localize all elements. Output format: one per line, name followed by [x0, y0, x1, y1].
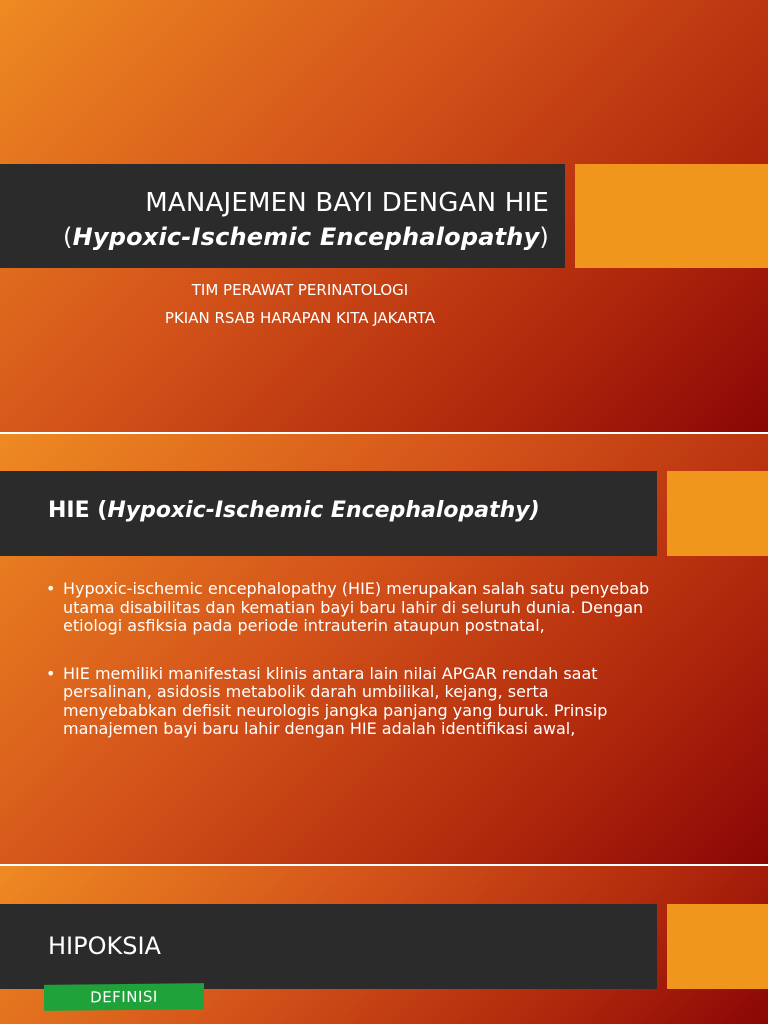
slide-hie[interactable] [0, 434, 768, 864]
heading-italic: Hypoxic-Ischemic Encephalopathy) [107, 498, 540, 523]
slide-heading: HIPOKSIA [48, 932, 161, 960]
bullet-item [46, 665, 656, 739]
bullet-dot: • [46, 579, 56, 598]
heading-plain: HIE ( [48, 498, 108, 523]
title-italic-term: Hypoxic-Ischemic Encephalopathy [72, 223, 540, 251]
title-paren-close: ) [539, 223, 549, 251]
accent-block [575, 164, 768, 268]
title-bar [0, 164, 565, 268]
subtitle-team: TIM PERAWAT PERINATOLOGI [191, 281, 409, 299]
bullet-text: HIE memiliki manifestasi klinis antara lain nilai APGAR rendah saat persalinan, asidosis metabolik darah umbilikal, kejang, serta menyebabkan defisit neurologis jangka panjang yang buruk. Prinsip manajemen bayi baru lahir dengan HIE adalah identifikasi awal, [63, 663, 608, 738]
title-bar [0, 904, 657, 989]
bullet-text: Hypoxic-ischemic encephalopathy (HIE) merupakan salah satu penyebab utama disabilitas dan kematian bayi baru lahir di seluruh dunia. Dengan etiologi asfiksia pada periode intrauterin ataupun postnatal, [63, 579, 650, 635]
subtitle-institution: PKIAN RSAB HARAPAN KITA JAKARTA [164, 309, 436, 327]
title-line-2 [63, 220, 549, 254]
title-bar [0, 471, 657, 556]
bullet-item [46, 580, 656, 636]
bullet-dot: • [46, 663, 56, 683]
slide-title[interactable] [0, 0, 768, 432]
slide-heading [48, 497, 540, 525]
bullet-list [46, 580, 656, 768]
title-line-1: MANAJEMEN BAYI DENGAN HIE [145, 188, 549, 218]
slide-hipoksia[interactable] [0, 866, 768, 1024]
definition-tag: DEFINISI [44, 983, 204, 1011]
title-paren-open: ( [62, 223, 73, 251]
accent-block [667, 471, 768, 556]
accent-block [667, 904, 768, 989]
slide-title-text [63, 186, 549, 254]
